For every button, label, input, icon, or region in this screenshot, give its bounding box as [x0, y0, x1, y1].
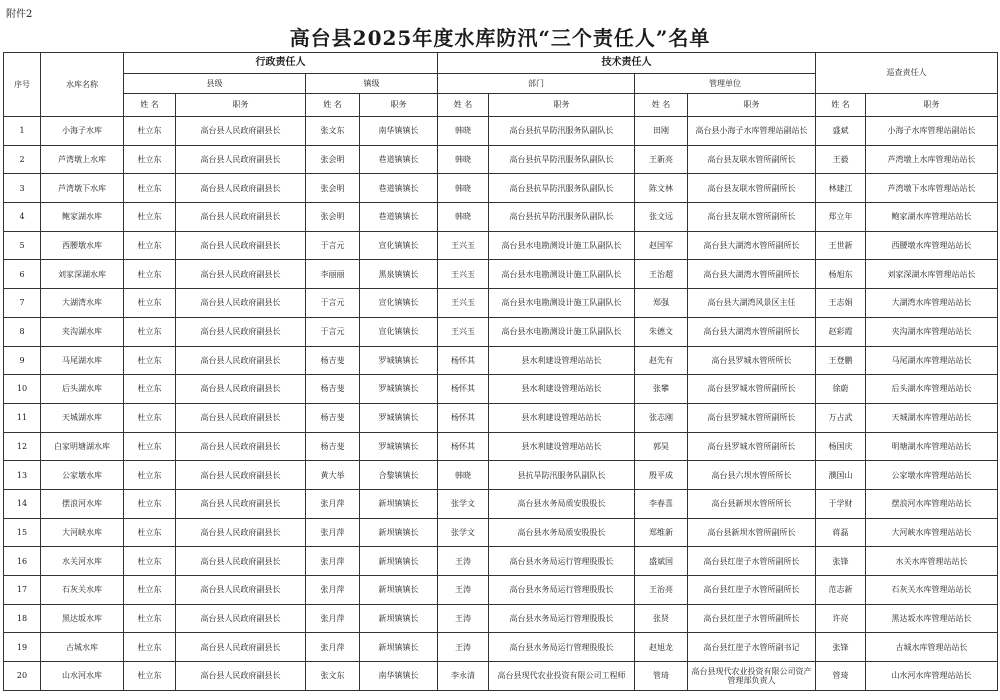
- cell-town-name: 杨吉斐: [306, 346, 360, 375]
- cell-reservoir-name: 芦湾墩上水库: [41, 145, 124, 174]
- cell-county-name: 杜立东: [124, 403, 176, 432]
- cell-patrol-name: 杨国庆: [816, 432, 866, 461]
- cell-reservoir-name: 白家明塘湖水库: [41, 432, 124, 461]
- header-row-fields: [4, 94, 998, 117]
- cell-reservoir-name: 石灰关水库: [41, 576, 124, 605]
- cell-unit-name: 郑维新: [635, 518, 688, 547]
- cell-reservoir-name: 黑达坂水库: [41, 604, 124, 633]
- cell-row-index: 17: [4, 576, 41, 605]
- cell-county-position: 高台县人民政府副县长: [176, 117, 306, 146]
- header-town-level: 镇级: [306, 74, 438, 94]
- cell-row-index: 6: [4, 260, 41, 289]
- cell-patrol-name: 郑立年: [816, 203, 866, 232]
- cell-row-index: 5: [4, 231, 41, 260]
- cell-row-index: 3: [4, 174, 41, 203]
- cell-county-position: 高台县人民政府副县长: [176, 346, 306, 375]
- cell-town-name: 张月萍: [306, 547, 360, 576]
- cell-dept-position: 高台县水务局质安股股长: [489, 518, 635, 547]
- cell-unit-name: 王新亮: [635, 145, 688, 174]
- table-row: [4, 432, 998, 461]
- cell-town-position: 南华镇镇长: [360, 662, 438, 691]
- cell-patrol-name: 张锋: [816, 547, 866, 576]
- cell-county-name: 杜立东: [124, 203, 176, 232]
- cell-unit-name: 朱德文: [635, 317, 688, 346]
- cell-row-index: 10: [4, 375, 41, 404]
- cell-county-name: 杜立东: [124, 576, 176, 605]
- cell-town-position: 黑泉镇镇长: [360, 260, 438, 289]
- cell-dept-name: 李永清: [438, 662, 489, 691]
- cell-county-position: 高台县人民政府副县长: [176, 461, 306, 490]
- table-row: [4, 174, 998, 203]
- cell-county-position: 高台县人民政府副县长: [176, 403, 306, 432]
- cell-patrol-position: 天城湖水库管理站站长: [866, 403, 998, 432]
- cell-unit-position: 高台县大湖湾水管所副所长: [688, 231, 816, 260]
- cell-county-name: 杜立东: [124, 317, 176, 346]
- table-row: [4, 260, 998, 289]
- cell-county-position: 高台县人民政府副县长: [176, 174, 306, 203]
- cell-county-name: 杜立东: [124, 662, 176, 691]
- cell-unit-position: 高台县罗城水管所副所长: [688, 375, 816, 404]
- cell-dept-name: 杨怀其: [438, 403, 489, 432]
- responsible-persons-table: [3, 52, 998, 691]
- header-name: 姓 名: [306, 94, 360, 117]
- cell-town-name: 于言元: [306, 231, 360, 260]
- cell-dept-position: 县水利建设管理站站长: [489, 432, 635, 461]
- cell-town-name: 杨吉斐: [306, 432, 360, 461]
- cell-county-name: 杜立东: [124, 604, 176, 633]
- cell-town-position: 新坝镇镇长: [360, 489, 438, 518]
- cell-county-position: 高台县人民政府副县长: [176, 289, 306, 318]
- header-row-groups: [4, 53, 998, 74]
- cell-patrol-position: 西腰墩水库管理站站长: [866, 231, 998, 260]
- cell-unit-name: 管琦: [635, 662, 688, 691]
- cell-patrol-name: 王毅: [816, 145, 866, 174]
- cell-dept-position: 高台县水务局运行管理股股长: [489, 633, 635, 662]
- cell-county-name: 杜立东: [124, 518, 176, 547]
- cell-dept-position: 县水利建设管理站站长: [489, 375, 635, 404]
- header-department: 部门: [438, 74, 635, 94]
- cell-county-position: 高台县人民政府副县长: [176, 489, 306, 518]
- cell-town-name: 黄大举: [306, 461, 360, 490]
- cell-county-position: 高台县人民政府副县长: [176, 518, 306, 547]
- cell-dept-name: 王涛: [438, 547, 489, 576]
- cell-patrol-position: 芦湾墩下水库管理站站长: [866, 174, 998, 203]
- cell-town-position: 合黎镇镇长: [360, 461, 438, 490]
- cell-town-name: 张会明: [306, 174, 360, 203]
- header-patrol-responsible: 巡查责任人: [816, 53, 998, 94]
- cell-unit-name: 赵旭龙: [635, 633, 688, 662]
- cell-county-position: 高台县人民政府副县长: [176, 145, 306, 174]
- cell-patrol-name: 盛斌: [816, 117, 866, 146]
- cell-patrol-position: 古城水库管理站站长: [866, 633, 998, 662]
- cell-dept-position: 高台县水务局运行管理股股长: [489, 576, 635, 605]
- cell-row-index: 1: [4, 117, 41, 146]
- table-row: [4, 317, 998, 346]
- cell-unit-position: 高台县罗城水管所副所长: [688, 403, 816, 432]
- cell-row-index: 15: [4, 518, 41, 547]
- cell-dept-position: 高台县抗旱防汛服务队副队长: [489, 117, 635, 146]
- cell-unit-name: 张攀: [635, 375, 688, 404]
- cell-unit-position: 高台县友联水管所副所长: [688, 145, 816, 174]
- cell-unit-position: 高台县红崖子水管所副所长: [688, 547, 816, 576]
- cell-unit-position: 高台县罗城水管所副所长: [688, 432, 816, 461]
- attachment-label: 附件2: [6, 9, 33, 20]
- cell-patrol-name: 于学财: [816, 489, 866, 518]
- table-row: [4, 346, 998, 375]
- cell-county-position: 高台县人民政府副县长: [176, 260, 306, 289]
- cell-county-name: 杜立东: [124, 375, 176, 404]
- cell-dept-position: 高台县抗旱防汛服务队副队长: [489, 174, 635, 203]
- table-row: [4, 231, 998, 260]
- cell-patrol-position: 山水河水库管理站站长: [866, 662, 998, 691]
- cell-county-position: 高台县人民政府副县长: [176, 432, 306, 461]
- cell-row-index: 18: [4, 604, 41, 633]
- table-row: [4, 662, 998, 691]
- cell-town-position: 巷道镇镇长: [360, 203, 438, 232]
- cell-county-position: 高台县人民政府副县长: [176, 203, 306, 232]
- cell-patrol-name: 范志新: [816, 576, 866, 605]
- cell-reservoir-name: 夹沟湖水库: [41, 317, 124, 346]
- header-position: 职务: [866, 94, 998, 117]
- cell-dept-position: 高台县水电勘测设计施工队副队长: [489, 231, 635, 260]
- cell-town-position: 宣化镇镇长: [360, 289, 438, 318]
- cell-patrol-position: 芦湾墩上水库管理站站长: [866, 145, 998, 174]
- cell-patrol-position: 石灰关水库管理站站长: [866, 576, 998, 605]
- cell-reservoir-name: 大河峡水库: [41, 518, 124, 547]
- cell-reservoir-name: 小海子水库: [41, 117, 124, 146]
- cell-unit-position: 高台县红崖子水管所副书记: [688, 633, 816, 662]
- document-title: 高台县2025年度水库防汛“三个责任人”名单: [289, 26, 711, 50]
- cell-dept-position: 高台县抗旱防汛服务队副队长: [489, 145, 635, 174]
- cell-dept-position: 县水利建设管理站站长: [489, 346, 635, 375]
- cell-unit-position: 高台县现代农业投资有限公司资产管理部负责人: [688, 662, 816, 691]
- cell-county-position: 高台县人民政府副县长: [176, 231, 306, 260]
- cell-row-index: 4: [4, 203, 41, 232]
- cell-patrol-name: 赵彩霞: [816, 317, 866, 346]
- cell-unit-name: 赵国军: [635, 231, 688, 260]
- cell-unit-name: 郭昊: [635, 432, 688, 461]
- cell-dept-name: 杨怀其: [438, 375, 489, 404]
- cell-town-name: 张月萍: [306, 518, 360, 547]
- cell-dept-name: 韩晓: [438, 461, 489, 490]
- cell-town-name: 张月萍: [306, 489, 360, 518]
- header-reservoir-name: 水库名称: [41, 53, 124, 117]
- cell-town-position: 宣化镇镇长: [360, 317, 438, 346]
- cell-unit-name: 张文远: [635, 203, 688, 232]
- cell-unit-position: 高台县友联水管所副所长: [688, 174, 816, 203]
- table-row: [4, 489, 998, 518]
- cell-dept-position: 县抗旱防汛服务队副队长: [489, 461, 635, 490]
- cell-reservoir-name: 芦湾墩下水库: [41, 174, 124, 203]
- header-admin-responsible: 行政责任人: [124, 53, 438, 74]
- cell-town-name: 张文东: [306, 117, 360, 146]
- cell-unit-name: 陈文林: [635, 174, 688, 203]
- cell-patrol-name: 张锋: [816, 633, 866, 662]
- cell-unit-position: 高台县红崖子水管所副所长: [688, 576, 816, 605]
- cell-town-position: 罗城镇镇长: [360, 432, 438, 461]
- cell-row-index: 12: [4, 432, 41, 461]
- cell-dept-name: 杨怀其: [438, 432, 489, 461]
- cell-patrol-position: 鲍家湖水库管理站站长: [866, 203, 998, 232]
- cell-row-index: 7: [4, 289, 41, 318]
- cell-town-name: 张月萍: [306, 576, 360, 605]
- cell-town-position: 罗城镇镇长: [360, 403, 438, 432]
- cell-town-position: 罗城镇镇长: [360, 346, 438, 375]
- cell-unit-position: 高台县小海子水库管理站副站长: [688, 117, 816, 146]
- table-row: [4, 203, 998, 232]
- cell-patrol-position: 大河峡水库管理站站长: [866, 518, 998, 547]
- table-row: [4, 547, 998, 576]
- cell-patrol-name: 徐蔚: [816, 375, 866, 404]
- cell-dept-position: 高台县水务局运行管理股股长: [489, 604, 635, 633]
- cell-reservoir-name: 鲍家湖水库: [41, 203, 124, 232]
- cell-town-position: 南华镇镇长: [360, 117, 438, 146]
- cell-county-name: 杜立东: [124, 260, 176, 289]
- cell-town-name: 杨吉斐: [306, 375, 360, 404]
- cell-unit-name: 王治亮: [635, 576, 688, 605]
- cell-unit-position: 高台县新坝水管所副所长: [688, 518, 816, 547]
- cell-patrol-position: 小海子水库管理站副站长: [866, 117, 998, 146]
- cell-dept-name: 张学文: [438, 489, 489, 518]
- cell-dept-position: 高台县抗旱防汛服务队副队长: [489, 203, 635, 232]
- cell-county-name: 杜立东: [124, 289, 176, 318]
- cell-reservoir-name: 大湖湾水库: [41, 289, 124, 318]
- cell-dept-name: 杨怀其: [438, 346, 489, 375]
- cell-patrol-position: 马尾湖水库管理站站长: [866, 346, 998, 375]
- header-tech-responsible: 技术责任人: [438, 53, 816, 74]
- cell-unit-position: 高台县红崖子水管所副所长: [688, 604, 816, 633]
- cell-patrol-position: 公家墩水库管理站站长: [866, 461, 998, 490]
- cell-county-name: 杜立东: [124, 174, 176, 203]
- table-row: [4, 576, 998, 605]
- cell-reservoir-name: 后头湖水库: [41, 375, 124, 404]
- cell-unit-name: 赵先有: [635, 346, 688, 375]
- cell-patrol-position: 黑达坂水库管理站站长: [866, 604, 998, 633]
- cell-county-position: 高台县人民政府副县长: [176, 604, 306, 633]
- cell-patrol-position: 摆浪河水库管理站站长: [866, 489, 998, 518]
- cell-county-name: 杜立东: [124, 346, 176, 375]
- cell-county-name: 杜立东: [124, 432, 176, 461]
- cell-unit-position: 高台县大湖湾水管所副所长: [688, 317, 816, 346]
- cell-unit-name: 张志刚: [635, 403, 688, 432]
- cell-patrol-name: 杨旭东: [816, 260, 866, 289]
- cell-patrol-name: 管琦: [816, 662, 866, 691]
- table-row: [4, 145, 998, 174]
- cell-row-index: 20: [4, 662, 41, 691]
- cell-town-name: 张月萍: [306, 604, 360, 633]
- cell-row-index: 16: [4, 547, 41, 576]
- cell-dept-name: 张学文: [438, 518, 489, 547]
- cell-dept-name: 王兴玉: [438, 317, 489, 346]
- cell-unit-name: 郑强: [635, 289, 688, 318]
- cell-county-position: 高台县人民政府副县长: [176, 662, 306, 691]
- cell-dept-name: 王涛: [438, 633, 489, 662]
- cell-town-position: 罗城镇镇长: [360, 375, 438, 404]
- cell-patrol-name: 王登鹏: [816, 346, 866, 375]
- cell-dept-name: 王兴玉: [438, 231, 489, 260]
- cell-unit-name: 王治超: [635, 260, 688, 289]
- cell-patrol-name: 濮国山: [816, 461, 866, 490]
- header-county-level: 县级: [124, 74, 306, 94]
- table-row: [4, 289, 998, 318]
- cell-unit-name: 盛斌国: [635, 547, 688, 576]
- table-row: [4, 604, 998, 633]
- cell-reservoir-name: 古城水库: [41, 633, 124, 662]
- cell-reservoir-name: 马尾湖水库: [41, 346, 124, 375]
- table-row: [4, 518, 998, 547]
- cell-dept-name: 王涛: [438, 576, 489, 605]
- header-position: 职务: [489, 94, 635, 117]
- cell-county-name: 杜立东: [124, 117, 176, 146]
- header-position: 职务: [176, 94, 306, 117]
- cell-county-name: 杜立东: [124, 489, 176, 518]
- header-name: 姓 名: [438, 94, 489, 117]
- cell-row-index: 14: [4, 489, 41, 518]
- cell-town-name: 于言元: [306, 317, 360, 346]
- cell-dept-name: 韩晓: [438, 145, 489, 174]
- cell-patrol-name: 王志娟: [816, 289, 866, 318]
- cell-dept-position: 高台县现代农业投资有限公司工程师: [489, 662, 635, 691]
- table-row: [4, 375, 998, 404]
- cell-unit-name: 李春喜: [635, 489, 688, 518]
- cell-town-name: 张月萍: [306, 633, 360, 662]
- cell-town-position: 巷道镇镇长: [360, 145, 438, 174]
- cell-unit-position: 高台县罗城水管所所长: [688, 346, 816, 375]
- table-row: [4, 117, 998, 146]
- header-name: 姓 名: [816, 94, 866, 117]
- cell-dept-name: 韩晓: [438, 117, 489, 146]
- cell-patrol-position: 水关水库管理站站长: [866, 547, 998, 576]
- table-row: [4, 461, 998, 490]
- cell-unit-name: 张贤: [635, 604, 688, 633]
- header-management-unit: 管理单位: [635, 74, 816, 94]
- cell-reservoir-name: 水关河水库: [41, 547, 124, 576]
- cell-patrol-name: 王世新: [816, 231, 866, 260]
- cell-patrol-name: 蒋磊: [816, 518, 866, 547]
- cell-row-index: 11: [4, 403, 41, 432]
- cell-dept-position: 县水利建设管理站站长: [489, 403, 635, 432]
- cell-county-name: 杜立东: [124, 461, 176, 490]
- cell-dept-position: 高台县水电勘测设计施工队副队长: [489, 260, 635, 289]
- cell-county-name: 杜立东: [124, 231, 176, 260]
- cell-patrol-position: 夹沟湖水库管理站站长: [866, 317, 998, 346]
- cell-county-position: 高台县人民政府副县长: [176, 317, 306, 346]
- cell-unit-position: 高台县大湖湾水管所副所长: [688, 260, 816, 289]
- cell-unit-name: 殷平成: [635, 461, 688, 490]
- table-row: [4, 403, 998, 432]
- table-body: [4, 117, 998, 691]
- cell-town-name: 杨吉斐: [306, 403, 360, 432]
- cell-dept-position: 高台县水务局运行管理股股长: [489, 547, 635, 576]
- cell-dept-position: 高台县水电勘测设计施工队副队长: [489, 317, 635, 346]
- cell-unit-position: 高台县六坝水管所所长: [688, 461, 816, 490]
- cell-row-index: 13: [4, 461, 41, 490]
- header-position: 职务: [360, 94, 438, 117]
- cell-town-position: 新坝镇镇长: [360, 547, 438, 576]
- cell-patrol-position: 刘家深湖水库管理站站长: [866, 260, 998, 289]
- cell-reservoir-name: 天城湖水库: [41, 403, 124, 432]
- cell-dept-name: 王兴玉: [438, 289, 489, 318]
- cell-county-position: 高台县人民政府副县长: [176, 633, 306, 662]
- cell-reservoir-name: 西腰墩水库: [41, 231, 124, 260]
- table-row: [4, 633, 998, 662]
- cell-patrol-name: 万占武: [816, 403, 866, 432]
- cell-unit-name: 田刚: [635, 117, 688, 146]
- cell-town-position: 新坝镇镇长: [360, 518, 438, 547]
- cell-county-name: 杜立东: [124, 145, 176, 174]
- cell-dept-name: 王兴玉: [438, 260, 489, 289]
- cell-county-name: 杜立东: [124, 633, 176, 662]
- cell-town-name: 张会明: [306, 203, 360, 232]
- cell-patrol-position: 大湖湾水库管理站站长: [866, 289, 998, 318]
- cell-dept-position: 高台县水务局质安股股长: [489, 489, 635, 518]
- header-name: 姓 名: [635, 94, 688, 117]
- cell-town-position: 新坝镇镇长: [360, 576, 438, 605]
- cell-county-position: 高台县人民政府副县长: [176, 547, 306, 576]
- cell-reservoir-name: 公家墩水库: [41, 461, 124, 490]
- cell-town-position: 新坝镇镇长: [360, 604, 438, 633]
- cell-patrol-name: 许亮: [816, 604, 866, 633]
- cell-unit-position: 高台县友联水管所副所长: [688, 203, 816, 232]
- cell-county-position: 高台县人民政府副县长: [176, 375, 306, 404]
- cell-row-index: 2: [4, 145, 41, 174]
- cell-county-position: 高台县人民政府副县长: [176, 576, 306, 605]
- cell-row-index: 9: [4, 346, 41, 375]
- header-index: 序号: [4, 53, 41, 117]
- cell-row-index: 8: [4, 317, 41, 346]
- cell-county-name: 杜立东: [124, 547, 176, 576]
- header-name: 姓 名: [124, 94, 176, 117]
- cell-reservoir-name: 刘家深湖水库: [41, 260, 124, 289]
- cell-reservoir-name: 摆浪河水库: [41, 489, 124, 518]
- cell-town-name: 于言元: [306, 289, 360, 318]
- cell-patrol-name: 林建江: [816, 174, 866, 203]
- cell-town-position: 新坝镇镇长: [360, 633, 438, 662]
- cell-patrol-position: 明塘湖水库管理站站长: [866, 432, 998, 461]
- cell-town-position: 巷道镇镇长: [360, 174, 438, 203]
- cell-row-index: 19: [4, 633, 41, 662]
- cell-dept-position: 高台县水电勘测设计施工队副队长: [489, 289, 635, 318]
- cell-reservoir-name: 山水河水库: [41, 662, 124, 691]
- cell-dept-name: 韩晓: [438, 203, 489, 232]
- cell-unit-position: 高台县大湖湾风景区主任: [688, 289, 816, 318]
- cell-patrol-position: 后头湖水库管理站站长: [866, 375, 998, 404]
- header-position: 职务: [688, 94, 816, 117]
- cell-unit-position: 高台县新坝水管所所长: [688, 489, 816, 518]
- cell-town-position: 宣化镇镇长: [360, 231, 438, 260]
- cell-dept-name: 韩晓: [438, 174, 489, 203]
- cell-dept-name: 王涛: [438, 604, 489, 633]
- cell-town-name: 李丽丽: [306, 260, 360, 289]
- cell-town-name: 张文东: [306, 662, 360, 691]
- cell-town-name: 张会明: [306, 145, 360, 174]
